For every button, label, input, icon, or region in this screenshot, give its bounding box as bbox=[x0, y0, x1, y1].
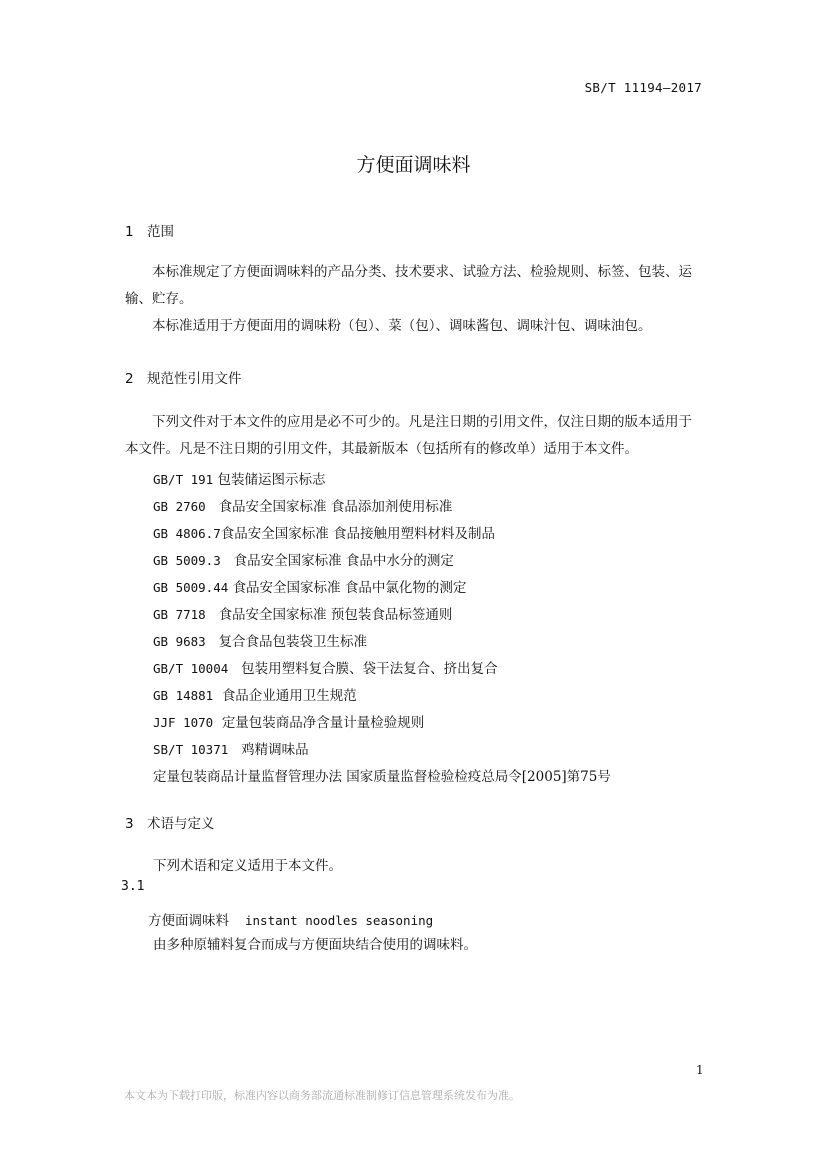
scope-paragraph-1: 本标准规定了方便面调味料的产品分类、技术要求、试验方法、检验规则、标签、包装、运输、贮存。 bbox=[125, 264, 692, 307]
terms-intro: 下列术语和定义适用于本文件。 bbox=[153, 858, 342, 874]
reference-title: 鸡精调味品 bbox=[241, 742, 309, 758]
section-3-heading bbox=[125, 812, 215, 832]
reference-title: 包装用塑料复合膜、袋干法复合、挤出复合 bbox=[241, 661, 498, 677]
term-number: 3.1 bbox=[121, 879, 145, 894]
reference-code: GB 7718 bbox=[153, 607, 206, 622]
reference-code: GB 5009.3 bbox=[153, 553, 221, 568]
reference-title: 食品安全国家标准 食品添加剂使用标准 bbox=[218, 499, 453, 515]
section-number: 1 bbox=[125, 224, 134, 240]
document-title: 方便面调味料 bbox=[356, 154, 471, 176]
reference-item bbox=[153, 738, 309, 758]
reference-item bbox=[153, 522, 495, 542]
reference-item bbox=[153, 549, 454, 569]
reference-code: GB/T 191 bbox=[153, 472, 214, 487]
reference-code: GB 2760 bbox=[153, 499, 206, 514]
section-title: 术语与定义 bbox=[147, 816, 215, 832]
reference-code: GB 14881 bbox=[153, 688, 214, 703]
section-2-heading bbox=[125, 367, 242, 387]
reference-item bbox=[153, 576, 466, 596]
reference-title: 食品安全国家标准 预包装食品标签通则 bbox=[218, 607, 453, 623]
reference-item bbox=[153, 630, 367, 650]
references-intro: 下列文件对于本文件的应用是必不可少的。凡是注日期的引用文件，仅注日期的版本适用于本文件。凡是不注日期的引用文件，其最新版本（包括所有的修改单）适用于本文件。 bbox=[125, 414, 692, 457]
term-chinese: 方便面调味料 bbox=[148, 913, 229, 929]
reference-title: 食品企业通用卫生规范 bbox=[221, 688, 357, 704]
reference-item bbox=[153, 657, 498, 677]
standard-number: SB/T 11194—2017 bbox=[584, 80, 702, 95]
section-title: 规范性引用文件 bbox=[147, 371, 242, 387]
section-number: 3 bbox=[125, 816, 134, 832]
reference-title: 复合食品包装袋卫生标准 bbox=[218, 634, 368, 650]
section-number: 2 bbox=[125, 371, 134, 387]
reference-code: GB 9683 bbox=[153, 634, 206, 649]
reference-code: SB/T 10371 bbox=[153, 742, 229, 757]
term-english: instant noodles seasoning bbox=[245, 913, 434, 928]
section-title: 范围 bbox=[147, 224, 174, 240]
section-1-heading bbox=[125, 220, 174, 240]
reference-title: 包装储运图示标志 bbox=[217, 472, 326, 488]
reference-title: 定量包装商品净含量计量检验规则 bbox=[221, 715, 425, 731]
reference-code: GB 4806.7 bbox=[153, 526, 221, 541]
reference-item: 定量包装商品计量监督管理办法 国家质量监督检验检疫总局令[2005]第75号 bbox=[153, 769, 611, 785]
page-number: 1 bbox=[696, 1063, 704, 1077]
reference-item bbox=[153, 495, 452, 515]
reference-code: GB 5009.44 bbox=[153, 580, 229, 595]
reference-item bbox=[153, 711, 424, 731]
reference-item bbox=[153, 468, 326, 488]
scope-paragraph-2: 本标准适用于方便面用的调味粉（包）、菜（包）、调味酱包、调味汁包、调味油包。 bbox=[152, 318, 652, 334]
term-heading bbox=[148, 909, 433, 929]
reference-item bbox=[153, 684, 357, 704]
download-notice: 本文本为下载打印版，标准内容以商务部流通标准制修订信息管理系统发布为准。 bbox=[124, 1089, 520, 1102]
reference-item bbox=[153, 603, 452, 623]
reference-code: GB/T 10004 bbox=[153, 661, 229, 676]
reference-code: JJF 1070 bbox=[153, 715, 214, 730]
reference-title: 食品安全国家标准 食品中氯化物的测定 bbox=[232, 580, 467, 596]
reference-title: 食品安全国家标准 食品中水分的测定 bbox=[233, 553, 454, 569]
term-definition: 由多种原辅料复合而成与方便面块结合使用的调味料。 bbox=[153, 937, 477, 953]
reference-title: 食品安全国家标准 食品接触用塑料材料及制品 bbox=[220, 526, 496, 542]
